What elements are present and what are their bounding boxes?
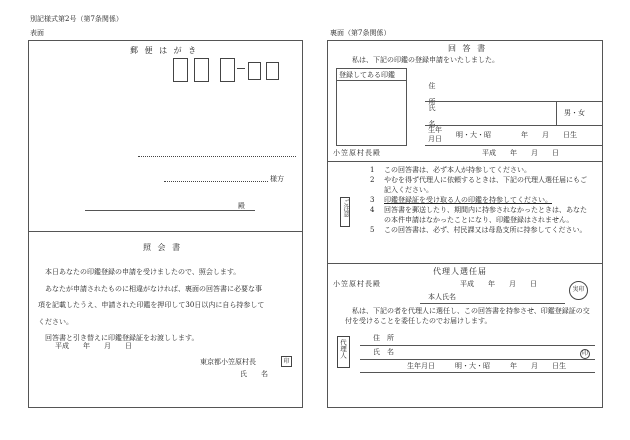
gender-divider: [556, 101, 557, 125]
answer-intro: 私は、下記の印鑑の登録申請をいたしました。: [352, 56, 499, 64]
inquiry-body: [38, 264, 300, 347]
front-date: 平成 年 月 日: [55, 342, 132, 350]
birth-label: 生年月日: [428, 126, 442, 143]
note-item: [370, 175, 592, 195]
agent-birth-label: 生年月日: [407, 362, 435, 370]
seal-box-header-line: [336, 80, 407, 81]
note-number: 1: [370, 166, 375, 174]
note-text: やむを得ず代理人に依頼するときは、下記の代理人選任届にもご記入ください。: [384, 176, 587, 194]
agent-birth-era[interactable]: 明・大・昭: [455, 362, 490, 370]
agent-text: 私は、下記の者を代理人に選任し、この回答書を持参させ、印鑑登録証の交付を受けることを委任したのでお届けします。: [345, 307, 590, 325]
zip-box-3[interactable]: [220, 58, 235, 82]
issuer-seal: 印: [281, 356, 292, 367]
agent-title: 代理人選任届: [433, 267, 487, 276]
zip-box-4[interactable]: [248, 62, 261, 80]
principal-line[interactable]: [420, 303, 565, 304]
front-panel: [28, 40, 303, 408]
address-line-1[interactable]: [138, 156, 296, 157]
answer-addressee: 小笠原村長殿: [333, 149, 381, 157]
birth-ymd: 年 月 日生: [521, 131, 577, 139]
front-label: 表面: [30, 29, 44, 37]
jitsuin-seal: 実印: [569, 281, 588, 300]
form-caption: 別記様式第2号（第7条関係）: [30, 15, 123, 23]
registered-seal-label: 登録してある印鑑: [339, 71, 395, 79]
agent-name-label: 氏 名: [373, 348, 394, 356]
gender-options[interactable]: 男・女: [564, 109, 585, 117]
addressee-line[interactable]: [85, 210, 255, 211]
notes-top-line: [327, 161, 603, 162]
name-label: 氏 名: [428, 104, 436, 128]
sama-label: 様方: [270, 175, 284, 183]
front-name-label: 氏 名: [240, 370, 268, 378]
principal-label: 本人氏名: [428, 293, 456, 301]
note-item: [370, 205, 592, 225]
zip-box-1[interactable]: [173, 58, 188, 82]
agent-birth-ymd: 年 月 日生: [510, 362, 566, 370]
notes-list: [370, 165, 592, 235]
agent-addressee: 小笠原村長殿: [333, 280, 381, 288]
agent-top-line: [327, 263, 603, 264]
address-line[interactable]: [425, 101, 603, 102]
inquiry-body-line: ください。: [38, 317, 73, 326]
name-line[interactable]: [425, 125, 603, 126]
zip-box-5[interactable]: [266, 62, 279, 80]
birth-line: [425, 145, 603, 146]
zip-dash: [237, 68, 245, 69]
note-text: 印鑑登録証を受け取る人の印鑑を持参してください。: [384, 196, 552, 204]
inquiry-body-line: あなたが申請されたものに相違がなければ、裏面の回答書に必要な事: [45, 284, 262, 293]
agent-address-label: 住 所: [373, 334, 394, 342]
postcard-title: 郵 便 は が き: [130, 46, 199, 55]
dono-label: 殿: [238, 202, 245, 210]
answer-date[interactable]: 平成 年 月 日: [482, 149, 559, 157]
inquiry-body-line: 回答書と引き替えに印鑑登録証をお渡しします。: [45, 334, 199, 342]
agent-name-line[interactable]: [360, 359, 595, 360]
birth-era[interactable]: 明・大・昭: [456, 131, 491, 139]
answer-title: 回 答 書: [448, 44, 488, 53]
note-number: 3: [370, 196, 375, 204]
inquiry-body-line: 項を記載したうえ、申請された印鑑を押印して30日以内に自ら持参して: [38, 301, 265, 309]
note-text: この回答書は、必ず、村民課又は母島支所に持参してください。: [384, 226, 587, 234]
note-text: この回答書は、必ず本人が持参してください。: [384, 166, 531, 174]
notes-label: ご注意: [342, 199, 349, 217]
inquiry-title: 照 会 書: [143, 243, 183, 252]
note-number: 5: [370, 226, 375, 234]
agent-label: 代理人: [339, 339, 347, 359]
agent-birth-line: [360, 372, 595, 373]
note-text: 回答書を郵送したり、期間内に持参されなかったときは、あなたの本件申請はなかったことになり、印鑑登録はされません。: [384, 206, 587, 224]
zip-box-2[interactable]: [194, 58, 209, 82]
note-item: [370, 165, 592, 175]
back-label: 裏面（第7条関係）: [330, 29, 391, 37]
agent-address-line[interactable]: [360, 345, 595, 346]
note-item: [370, 195, 592, 205]
note-item: [370, 225, 592, 235]
note-number: 4: [370, 206, 375, 214]
address-label: 住 所: [428, 82, 436, 106]
front-divider: [28, 231, 303, 232]
issuer: 東京都小笠原村長: [200, 358, 256, 366]
agent-seal: 印: [580, 349, 590, 359]
note-number: 2: [370, 176, 375, 184]
inquiry-body-line: 本日あなたの印鑑登録の申請を受けましたので、照会します。: [45, 268, 241, 276]
address-line-2[interactable]: [164, 181, 268, 182]
agent-date[interactable]: 平成 年 月 日: [460, 280, 537, 288]
